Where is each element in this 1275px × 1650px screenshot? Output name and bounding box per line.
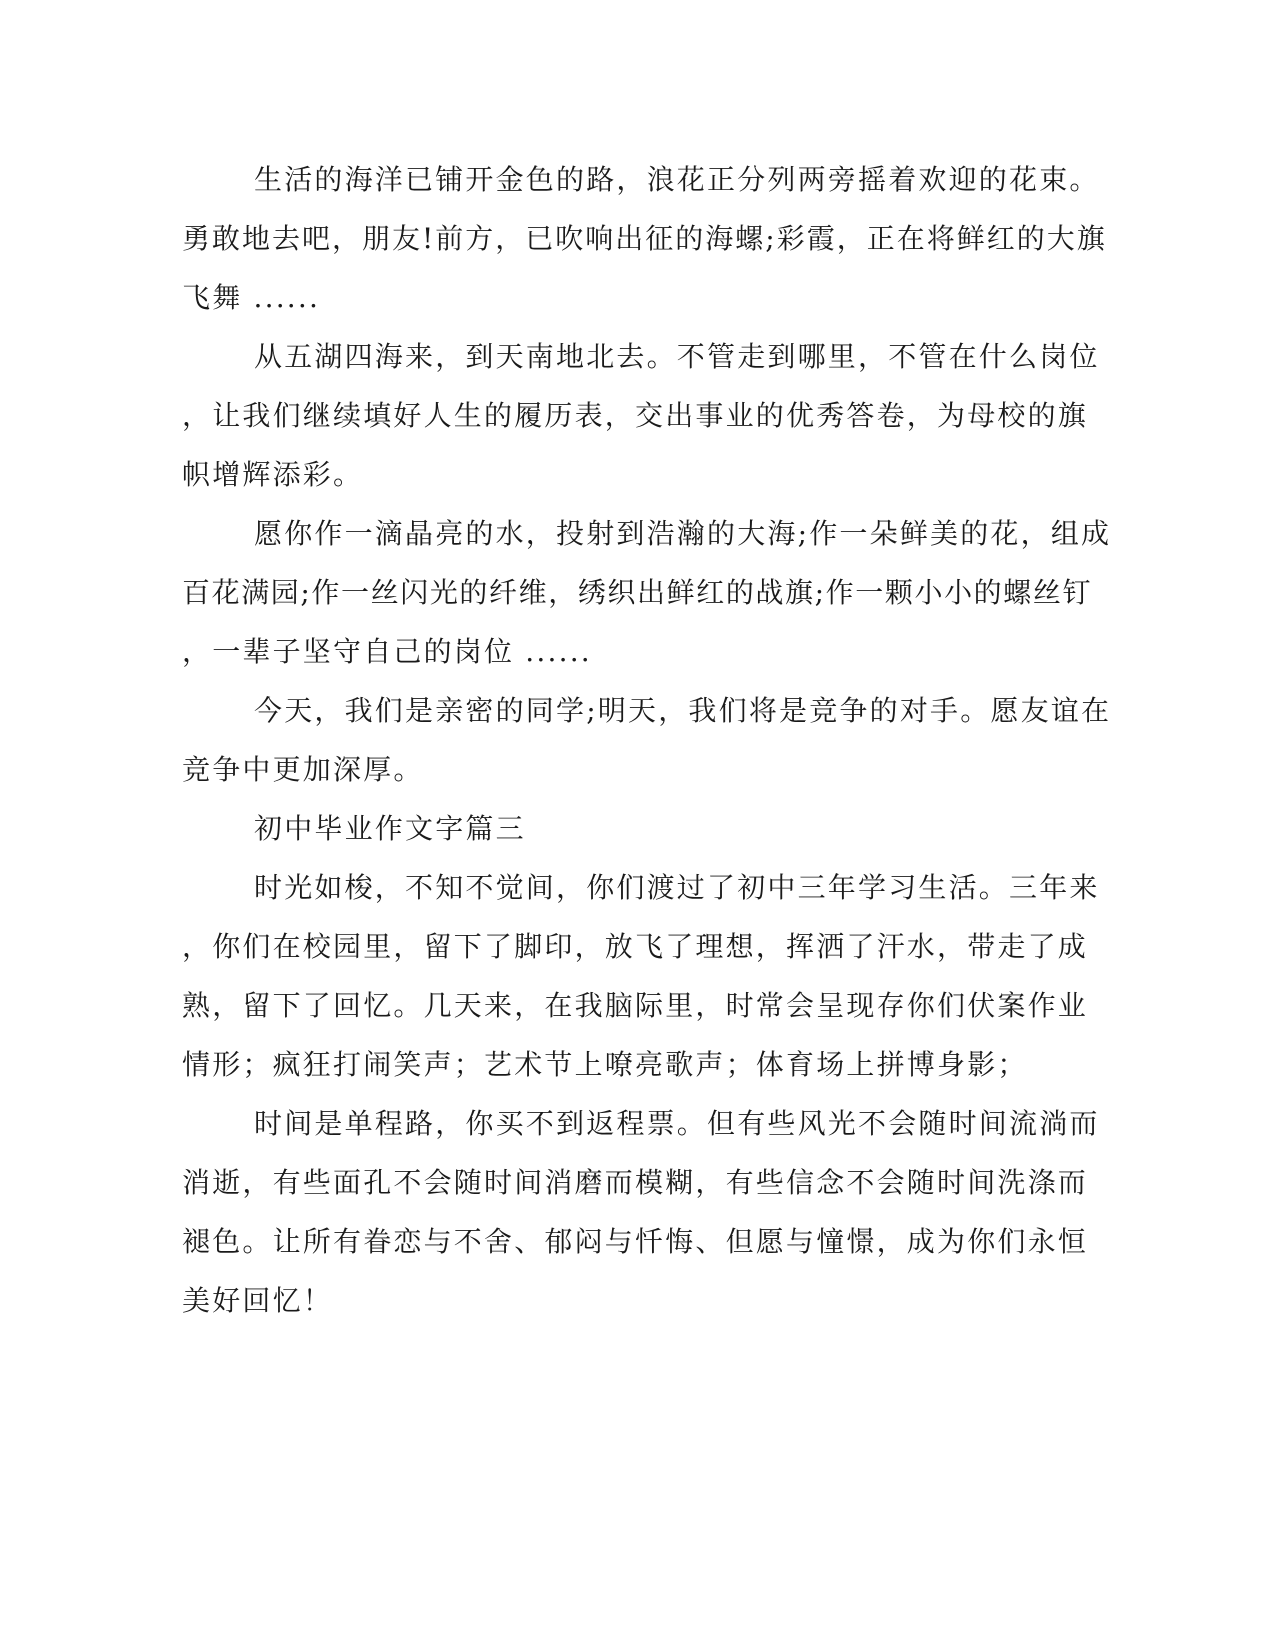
paragraph-3-line-2: 百花满园;作一丝闪光的纤维，绣织出鲜红的战旗;作一颗小小的螺丝钉	[182, 576, 1093, 609]
paragraph-5-line-4: 情形；疯狂打闹笑声；艺术节上嘹亮歌声；体育场上拼博身影；	[182, 1048, 1028, 1081]
section-heading: 初中毕业作文字篇三	[254, 812, 526, 845]
paragraph-6-line-3: 褪色。让所有眷恋与不舍、郁闷与忏悔、但愿与憧憬，成为你们永恒	[182, 1225, 1089, 1258]
paragraph-4-line-1: 今天，我们是亲密的同学;明天，我们将是竞争的对手。愿友谊在	[254, 694, 1112, 727]
paragraph-2-line-1: 从五湖四海来，到天南地北去。不管走到哪里，不管在什么岗位	[254, 340, 1100, 373]
paragraph-6-line-2: 消逝，有些面孔不会随时间消磨而模糊，有些信念不会随时间洗涤而	[182, 1166, 1089, 1199]
paragraph-5-line-3: 熟，留下了回忆。几天来，在我脑际里，时常会呈现存你们伏案作业	[182, 989, 1089, 1022]
paragraph-3-line-1: 愿你作一滴晶亮的水，投射到浩瀚的大海;作一朵鲜美的花，组成	[254, 517, 1112, 550]
paragraph-1-line-1: 生活的海洋已铺开金色的路，浪花正分列两旁摇着欢迎的花束。	[254, 163, 1100, 196]
paragraph-3-line-3: ，一辈子坚守自己的岗位 ......	[182, 635, 592, 668]
paragraph-1-line-2: 勇敢地去吧，朋友!前方，已吹响出征的海螺;彩霞，正在将鲜红的大旗	[182, 222, 1107, 255]
paragraph-2-line-2: ，让我们继续填好人生的履历表，交出事业的优秀答卷，为母校的旗	[182, 399, 1089, 432]
paragraph-5-line-2: ，你们在校园里，留下了脚印，放飞了理想，挥洒了汗水，带走了成	[182, 930, 1089, 963]
paragraph-1-line-3: 飞舞 ......	[182, 281, 321, 314]
paragraph-4-line-2: 竞争中更加深厚。	[182, 753, 424, 786]
document-page	[182, 150, 1112, 1330]
paragraph-6-line-4: 美好回忆！	[182, 1284, 334, 1317]
paragraph-6-line-1: 时间是单程路，你买不到返程票。但有些风光不会随时间流淌而	[254, 1107, 1100, 1140]
paragraph-2-line-3: 帜增辉添彩。	[182, 458, 364, 491]
paragraph-5-line-1: 时光如梭，不知不觉间，你们渡过了初中三年学习生活。三年来	[254, 871, 1100, 904]
